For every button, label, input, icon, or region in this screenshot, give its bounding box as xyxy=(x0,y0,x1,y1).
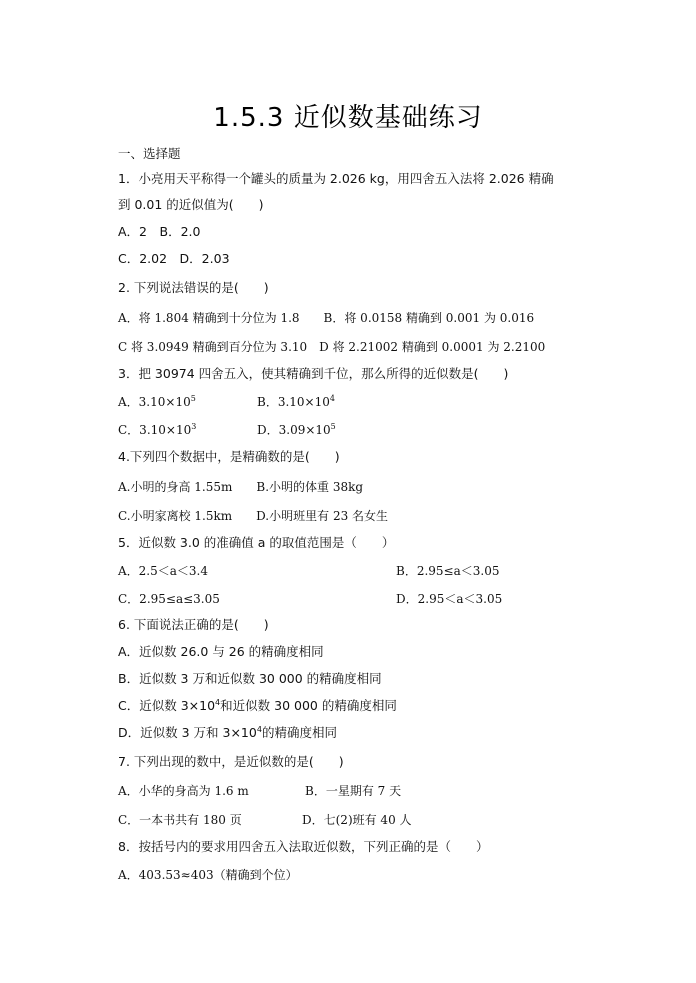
q4-options-cd: C.小明家离校 1.5km D.小明班里有 23 名女生 xyxy=(118,509,389,523)
q8-option-a: A．403.53≈403（精确到个位） xyxy=(118,868,298,882)
q2-options-cd: C 将 3.0949 精确到百分位为 3.10 D 将 2.21002 精确到 0.0001 为 2.2100 xyxy=(118,340,546,354)
q7-option-d: D．七(2)班有 40 人 xyxy=(302,813,412,827)
q3-option-d: D．$3.09\times 10^5$ xyxy=(257,422,336,437)
q1-options-cd: C．2.02 D．2.03 xyxy=(118,251,230,266)
q3-option-c: C．$3.10\times 10^3$ xyxy=(118,422,197,437)
q1-stem-line1: 1．小亮用天平称得一个罐头的质量为 2.026 kg，用四舍五入法将 2.026 精确 xyxy=(118,171,554,186)
q4-stem: 4.下列四个数据中，是精确数的是( ) xyxy=(118,449,340,464)
q6-option-b: B．近似数 3 万和近似数 30 000 的精确度相同 xyxy=(118,671,382,686)
q5-option-d: D．2.95＜a＜3.05 xyxy=(396,592,503,606)
q7-stem: 7. 下列出现的数中，是近似数的是( ) xyxy=(118,754,344,769)
q5-option-a: A．2.5＜a＜3.4 xyxy=(118,564,208,578)
section-heading: 一、选择题 xyxy=(118,146,181,161)
q7-option-c: C．一本书共有 180 页 xyxy=(118,813,242,827)
q5-option-c: C．2.95≤a≤3.05 xyxy=(118,592,220,606)
q7-option-b: B．一星期有 7 天 xyxy=(305,784,402,798)
q7-option-a: A．小华的身高为 1.6 m xyxy=(118,784,249,798)
q6-option-a: A．近似数 26.0 与 26 的精确度相同 xyxy=(118,644,324,659)
q1-stem-line2: 到 0.01 的近似值为( ) xyxy=(118,197,264,212)
q6-option-c: C．近似数 $3\times 10^4$和近似数 30 000 的精确度相同 xyxy=(118,697,397,713)
q5-stem: 5．近似数 3.0 的准确值 a 的取值范围是（ ） xyxy=(118,535,395,550)
q6-stem: 6. 下面说法正确的是( ) xyxy=(118,617,269,632)
q5-option-b: B．2.95≤a＜3.05 xyxy=(396,564,500,578)
q6-option-d: D．近似数 3 万和 $3\times 10^4$的精确度相同 xyxy=(118,724,337,740)
q1-options-ab: A．2 B．2.0 xyxy=(118,224,201,239)
page-title: 1.5.3 近似数基础练习 xyxy=(213,103,483,133)
q3-option-b: B．$3.10\times 10^4$ xyxy=(257,394,335,409)
q3-option-a: A．$3.10\times 10^5$ xyxy=(118,394,196,409)
q3-stem: 3．把 30974 四舍五入，使其精确到千位，那么所得的近似数是( ) xyxy=(118,366,509,381)
q2-stem: 2. 下列说法错误的是( ) xyxy=(118,280,269,295)
q8-stem: 8．按括号内的要求用四舍五入法取近似数，下列正确的是（ ） xyxy=(118,839,489,854)
q4-options-ab: A.小明的身高 1.55m B.小明的体重 38kg xyxy=(118,480,364,494)
q3-options-ab xyxy=(118,393,196,411)
q2-options-ab: A．将 1.804 精确到十分位为 1.8 B．将 0.0158 精确到 0.001 为 0.016 xyxy=(118,311,535,325)
